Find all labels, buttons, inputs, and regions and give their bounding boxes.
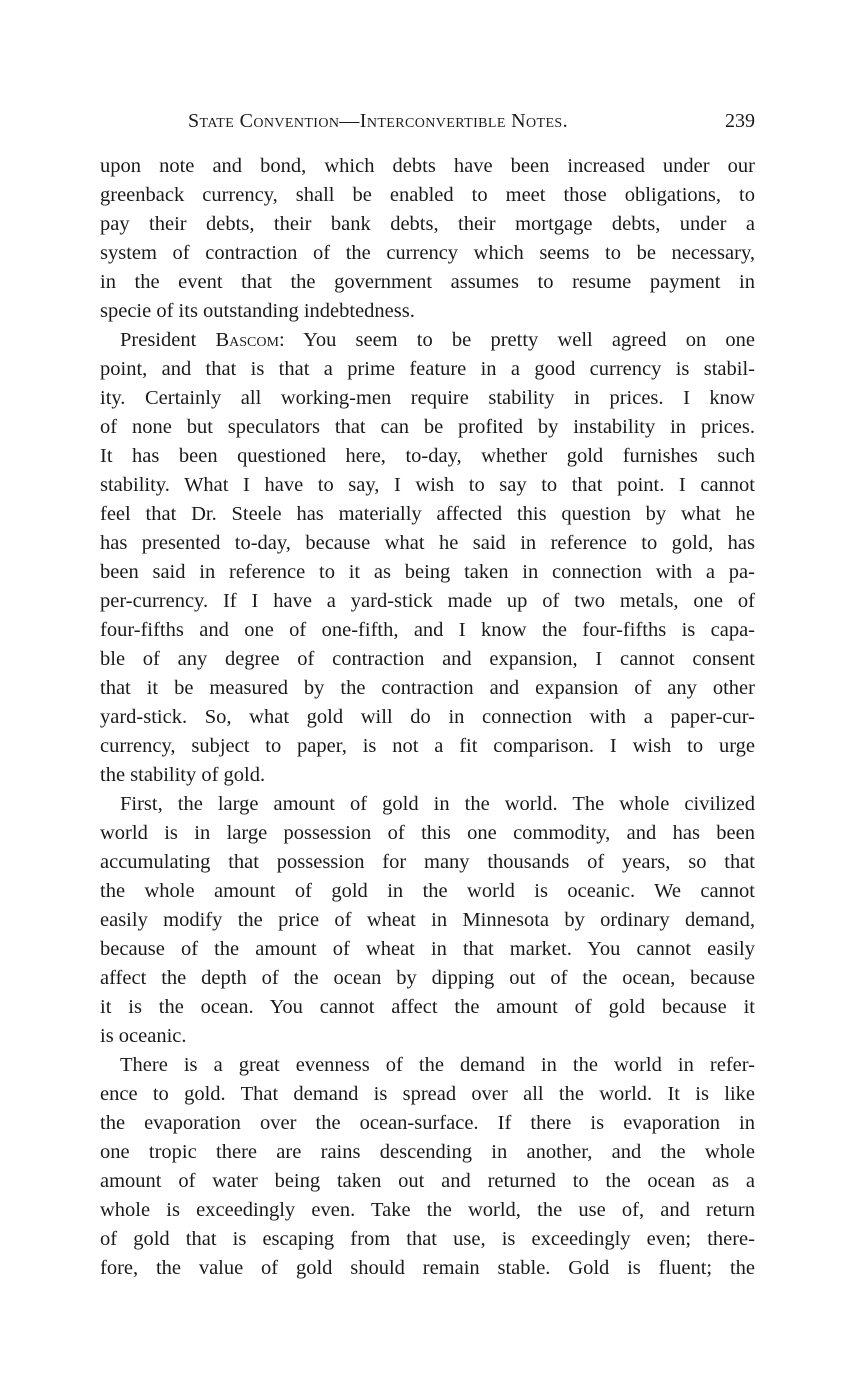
text-line: feel that Dr. Steele has materially affected this question by what he (100, 503, 755, 525)
text-line: specie of its outstanding indebtedness. (100, 300, 415, 322)
text-line: the evaporation over the ocean-surface. If there is evaporation in (100, 1112, 755, 1134)
text-line: of gold that is escaping from that use, is exceedingly even; there- (100, 1228, 755, 1250)
text-line: affect the depth of the ocean by dipping out of the ocean, because (100, 967, 755, 989)
text-line: First, the large amount of gold in the world. The whole civilized (120, 793, 755, 815)
text-line: the stability of gold. (100, 764, 266, 786)
text-line: whole is exceedingly even. Take the world, the use of, and return (100, 1199, 755, 1221)
text-line: There is a great evenness of the demand in the world in refer- (120, 1054, 755, 1076)
text-line: ence to gold. That demand is spread over all the world. It is like (100, 1083, 755, 1105)
text-line: greenback currency, shall be enabled to meet those obligations, to (100, 184, 755, 206)
text-line: point, and that is that a prime feature in a good currency is stabil- (100, 358, 755, 380)
text-line: world is in large possession of this one commodity, and has been (100, 822, 755, 844)
text-line: it is the ocean. You cannot affect the amount of gold because it (100, 996, 755, 1018)
text-line: is oceanic. (100, 1025, 187, 1047)
text-line: It has been questioned here, to-day, whether gold furnishes such (100, 445, 755, 467)
text-line: one tropic there are rains descending in another, and the whole (100, 1141, 755, 1163)
text-line: upon note and bond, which debts have been increased under our (100, 155, 755, 177)
text-line: because of the amount of wheat in that market. You cannot easily (100, 938, 755, 960)
paragraph-2 (100, 326, 755, 790)
text-line: that it be measured by the contraction and expansion of any other (100, 677, 755, 699)
running-header (100, 110, 755, 140)
text-line: currency, subject to paper, is not a fit comparison. I wish to urge (100, 735, 755, 757)
text-line: fore, the value of gold should remain stable. Gold is fluent; the (100, 1257, 755, 1279)
text-line: four-fifths and one of one-fifth, and I know the four-fifths is capa- (100, 619, 755, 641)
speaker-line-rest: : You seem to be pretty well agreed on one (278, 329, 756, 351)
paragraph-1 (100, 152, 755, 326)
text-line: the whole amount of gold in the world is oceanic. We cannot (100, 880, 755, 902)
speaker-line (100, 326, 755, 355)
text-line: stability. What I have to say, I wish to say to that point. I cannot (100, 474, 755, 496)
text-line: has presented to-day, because what he said in reference to gold, has (100, 532, 755, 554)
text-line: accumulating that possession for many thousands of years, so that (100, 851, 755, 873)
text-line: easily modify the price of wheat in Minnesota by ordinary demand, (100, 909, 755, 931)
text-line: yard-stick. So, what gold will do in connection with a paper-cur- (100, 706, 755, 728)
paragraph-4 (100, 1051, 755, 1283)
speaker-name: Bascom (215, 329, 279, 351)
text-line: been said in reference to it as being taken in connection with a pa- (100, 561, 755, 583)
paragraph-3 (100, 790, 755, 1051)
text-line: ble of any degree of contraction and expansion, I cannot consent (100, 648, 755, 670)
text-line: pay their debts, their bank debts, their mortgage debts, under a (100, 213, 755, 235)
text-line: per-currency. If I have a yard-stick made up of two metals, one of (100, 590, 755, 612)
running-title: State Convention—Interconvertible Notes. (188, 110, 569, 132)
text-line: amount of water being taken out and returned to the ocean as a (100, 1170, 755, 1192)
page-number: 239 (725, 110, 755, 132)
text-line: system of contraction of the currency which seems to be necessary, (100, 242, 755, 264)
speaker-prefix: President (120, 329, 216, 351)
text-line: in the event that the government assumes to resume payment in (100, 271, 755, 293)
text-line: ity. Certainly all working-men require stability in prices. I know (100, 387, 755, 409)
text-line: of none but speculators that can be profited by instability in prices. (100, 416, 755, 438)
body-text (100, 152, 755, 1283)
